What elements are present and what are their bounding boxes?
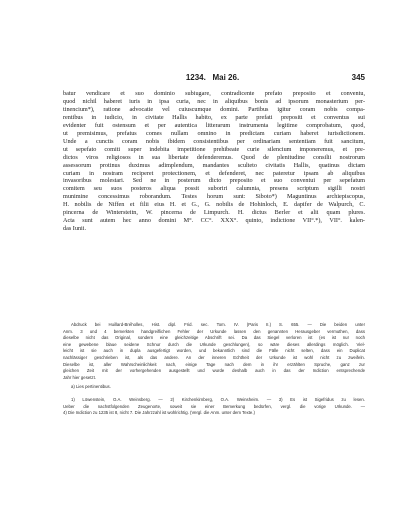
variant-reading <box>63 384 365 391</box>
body-line: ut premisimus, prefatus comes nullam omnino in predictam curiam haberet iurisdictionem. <box>63 129 365 137</box>
body-line: assessorum protinus duximus adimplendum, mandantes sculteto civitatis Hallis, quatinus dictam <box>63 161 365 169</box>
apparatus-line: Jahr hier gesetzt. <box>63 374 96 380</box>
body-line: H. nobilis de Niffen et filii eius H. et G., G. nobilis de Hohinloch, E. dapifer de Walpurch, C. <box>63 201 365 209</box>
body-line: munimine concessimus roborandum. Testes horum sunt: Siboto*) Maguntinus archiepiscopus, <box>63 193 365 201</box>
apparatus-line: leicht ist sie auch in dupla ausgefertigt worden, und bekanntlich sind die Fälle nicht selten, dass ein Duplicat <box>63 348 365 354</box>
apparatus-line: gleichen Zeit mit der vorhergehenden ausgestellt und wurde deshalb auch in das der Indiction entsprechende <box>63 368 365 374</box>
apparatus-note <box>63 322 365 381</box>
body-line: ut sepefato comiti super indebita impetitione prehibeate curie silencium imponeremus, et pre- <box>63 145 365 153</box>
body-line: evidenter fuit ostensum et per autentica litterarum instrumenta legitime comprobatum, quod, <box>63 121 365 129</box>
body-line: quod nichil haberet iuris in ipsa curia, nec in aliquibus bonis ad ipsorum monasterium per- <box>63 97 365 105</box>
variant-reading-text: a) Lies pertinentibus. <box>71 384 111 389</box>
apparatus-line: eine gewebene blaue seidene Schnur durch die Urkunde geschlungen), so wäre dieses allerdings möglich. Viel- <box>63 341 365 347</box>
body-line: comitem seu suos posteros aliqua possit suboriri calumnia, presens scriptum sigilli nostri <box>63 185 365 193</box>
footnotes <box>63 397 365 417</box>
body-line: Unde a cunctis coram nobis ibidem consistentibus per ordinariam sententiam fuit sancitum, <box>63 137 365 145</box>
body-line: Acta sunt autem hec anno domini M°. CC°. XXX°. quinto, indictione VII°.*), VII°. kalen- <box>63 217 365 225</box>
body-line: das Iunii. <box>63 225 87 233</box>
date-line: 1234. Mai 26. <box>185 73 240 82</box>
body-line: invasoribus molestari. Sed ne in posterum dicto preposito et suo conventui per sepefatum <box>63 177 365 185</box>
body-line: batur vendicare et suo dominio subiugare, contradicente prefato preposito et conventu, <box>63 90 365 97</box>
body-line: rentibus in iudicio, in civitate Hallis habito, ex parte prefati prepositi et conventus sui <box>63 113 365 121</box>
footnote-line: Ueber die nachstfolgenden Zeugenorte, soweit sie einer Bemerkung bedürfen, vergl. die vorige Urkunde. — <box>63 403 365 409</box>
apparatus-line: nachlässiger geschrieben ist, als das andere. An der inneren Echtheit der Urkunde ist wohl nicht zu zweifeln. <box>63 354 365 360</box>
body-line: tinencium*), ratione advocatie vel cuiuscumque domini. Partibus igitur coram nobis compa- <box>63 105 365 113</box>
apparatus-line: Dieselbe ist, aller Wahrscheinlichkeit nach, einige Tage nach dem in ihr erzählten Spruche, ganz zur <box>63 361 365 367</box>
apparatus-line: Anm. 3 und 4 bemerkten handgreiflichen Fehler der Urkunde lassen den genannten Herausgeber vermuthen, dass <box>63 328 365 334</box>
running-head <box>60 73 365 85</box>
page-number: 345 <box>351 73 365 82</box>
footnote-line: 4) Die Indiction zu 1235 ist 8, nicht 7. Die Jahrzzahl ist wohlrichtig. (Vergl. die Anm. unter dem Texte.) <box>63 410 255 416</box>
body-line: pincerna de Wintersteitn, W. pincerna de Limpurch. H. dictus Berler et alii quam plures. <box>63 209 365 217</box>
body-line: curiam in nostram reciperet protectionem, et defenderet, nec pateretur ipsam ab aliquibus <box>63 169 365 177</box>
charter-text <box>63 90 365 233</box>
body-line: dictos viros religiosos in sua libertate defenderemus. Quod de plenitudine consilii nostrorum <box>63 153 365 161</box>
apparatus-line: dieselbe nicht das Original, sondern eine gleichzeitige Abschrift sei. Da das Siegel verloren ist (es ist nur noch <box>63 335 365 341</box>
footnote-line: 1) Löwenstein, O.A. Weinsberg. — 2) Kirchenkirnberg, O.A. Weinsheim. — 3) Es ist Sigefridus zu lesen. <box>71 397 365 402</box>
apparatus-line: Abdruck bei Huillard-Bréholles, Hist. dipl. Frid. sec. Tom. IV. (Paris II.) S. 655. — Die beiden unter <box>71 322 365 327</box>
